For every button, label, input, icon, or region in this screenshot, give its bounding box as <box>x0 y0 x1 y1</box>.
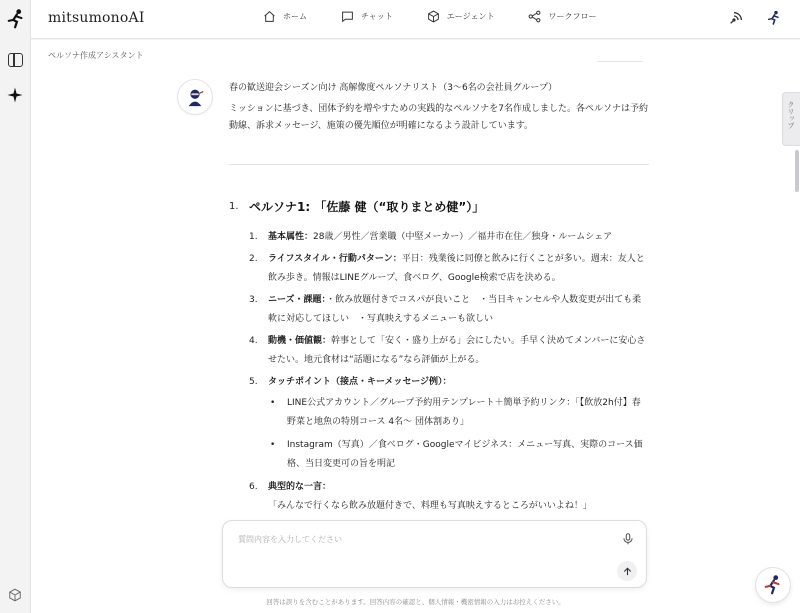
list-item: 4. 動機・価値観：幹事として「安く・盛り上がる」会にしたい。手早く決めてメンバーに安心させたい。地元食材は“話題になる”なら評価が上がる。 <box>249 336 646 365</box>
touchpoint-list <box>268 394 649 474</box>
chat-input[interactable]: 質問内容を入力してください <box>238 535 342 544</box>
scrollbar[interactable] <box>795 150 799 192</box>
runner-icon <box>762 574 784 596</box>
list-item: 3. ニーズ・課題：・飲み放題付きでコスパが良いこと ・当日キャンセルや人数変更が出ても柔軟に対応してほしい ・写真映えするメニューも欲しい <box>249 295 642 324</box>
home-icon <box>263 10 276 23</box>
list-item: 2. ライフスタイル・行動パターン：平日：残業後に同僚と飲みに行くことが多い。週末：友人と飲み歩き。情報はLINEグループ、食べログ、Google検索で店を決める。 <box>249 254 645 283</box>
list-number: 1. <box>229 201 239 212</box>
list-item: 1. 基本属性：28歳／男性／営業職（中堅メーカー）／福井市在住／独身・ルームシェア <box>249 232 613 242</box>
assistant-fab-button[interactable] <box>755 567 791 603</box>
nav-home[interactable]: ホーム <box>263 10 307 23</box>
persona-attributes <box>249 228 649 516</box>
list-item: 5. タッチポイント（接点・キーメッセージ例）： <box>249 377 452 387</box>
clip-side-tab[interactable]: クリップ <box>782 92 800 146</box>
top-header <box>31 0 800 39</box>
list-item: • LINE公式アカウント／グループ予約用テンプレート＋簡単予約リンク：「【飲放2h付】春野菜と地魚の特別コース 4名〜 団体割あり」 <box>270 398 641 427</box>
ninja-icon <box>184 86 206 108</box>
cube-icon <box>427 10 440 23</box>
sidebar-toggle-icon[interactable] <box>8 53 23 67</box>
message-body: ミッションに基づき、団体予約を増やすための実践的なペルソナを7名作成しました。各ペルソナは予約動線、訴求メッセージ、施策の優先順位が明確になるよう設計しています。 <box>229 104 649 131</box>
broadcast-icon[interactable] <box>728 10 744 26</box>
divider <box>597 61 643 62</box>
cube-icon[interactable] <box>8 588 22 602</box>
chat-input-box <box>222 520 647 588</box>
nav-workflow[interactable]: ワークフロー <box>528 10 596 23</box>
left-rail <box>0 0 31 613</box>
arrow-up-icon <box>622 566 633 577</box>
persona-heading: ペルソナ1: 「佐藤 健（“取りまとめ健”）」 <box>249 200 485 214</box>
runner-logo-icon[interactable] <box>5 8 27 30</box>
user-avatar-icon[interactable] <box>766 10 782 26</box>
disclaimer-text: 回答は誤りを含むことがあります。回答内容の確認と、個人情報・機密情報の入力はお控えください。 <box>266 598 565 606</box>
list-item: 6. 典型的な一言：「みんなで行くなら飲み放題付きで、料理も写真映えするところがいいよね！」 <box>249 482 592 511</box>
breadcrumb: ペルソナ作成アシスタント <box>48 51 144 60</box>
message-title: 春の歓送迎会シーズン向け 高解像度ペルソナリスト（3〜6名の会社員グループ） <box>229 83 558 93</box>
main-content <box>31 40 800 613</box>
list-item: • Instagram（写真）／食べログ・Googleマイビジネス：メニュー写真、実際のコース価格、当日変更可の旨を明記 <box>270 440 643 469</box>
sparkle-icon[interactable] <box>6 86 24 104</box>
nav-chat[interactable]: チャット <box>341 10 393 23</box>
header-actions <box>728 10 782 26</box>
microphone-icon[interactable] <box>621 532 635 546</box>
chat-icon <box>341 10 354 23</box>
divider <box>229 164 649 165</box>
send-button[interactable] <box>617 561 637 581</box>
main-nav <box>263 10 596 23</box>
brand-title: mitsumonoAI <box>48 10 145 26</box>
nav-agent[interactable]: エージェント <box>427 10 495 23</box>
workflow-icon <box>528 10 541 23</box>
assistant-avatar <box>177 79 213 115</box>
